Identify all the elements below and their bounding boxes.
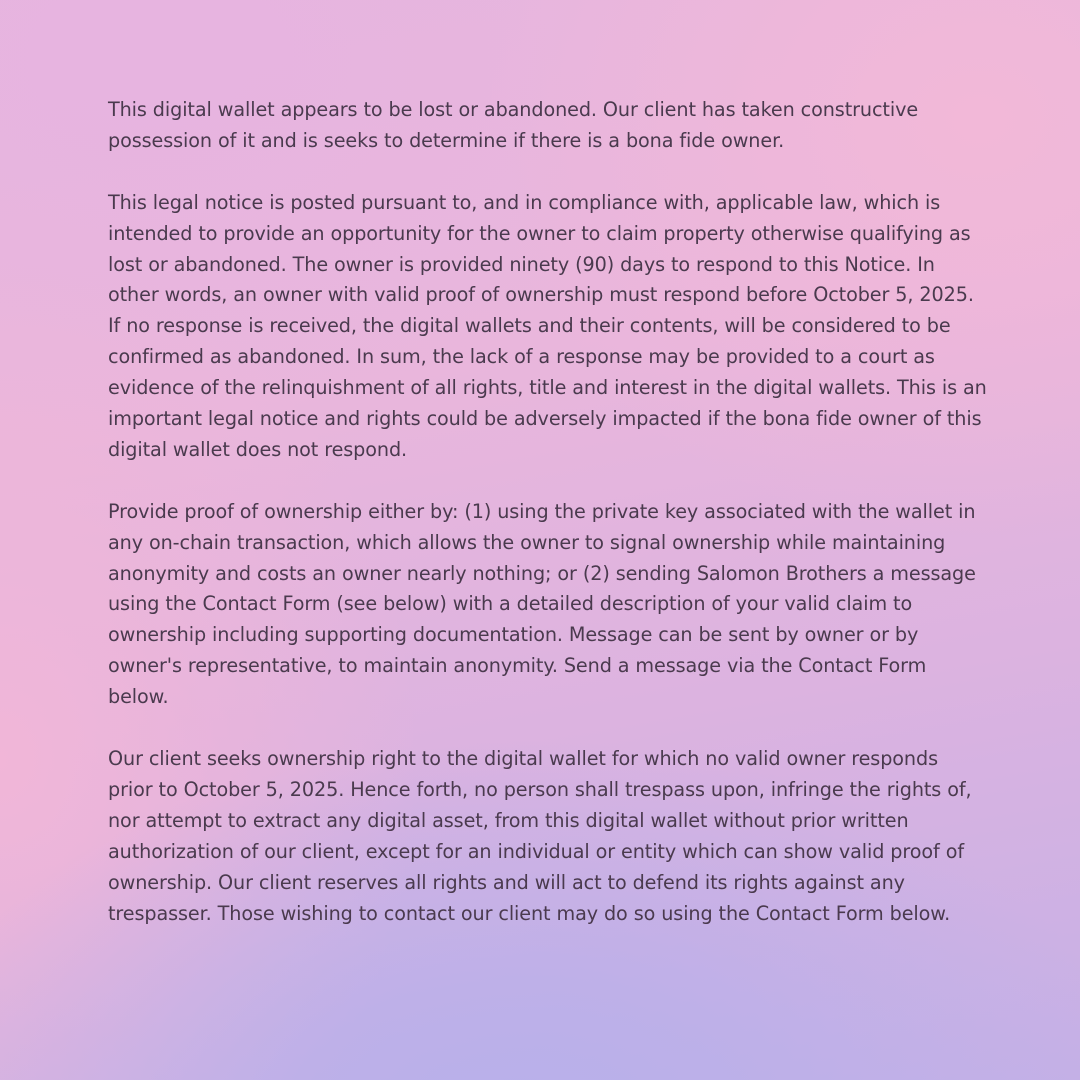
notice-paragraph-legal-notice: This legal notice is posted pursuant to, and in compliance with, applicable law, which is intended to provide an opportunity for the owner to claim property otherwise qualifying as lost or abandoned. The owner is provided ninety (90) days to respond to this Notice. In other words, an owner with valid proof of ownership must respond before October 5, 2025. If no response is received, the digital wallets and their contents, will be considered to be confirmed as abandoned. In sum, the lack of a response may be provided to a court as evidence of the relinquishment of all rights, title and interest in the digital wallets. This is an important legal notice and rights could be adversely impacted if the bona fide owner of this digital wallet does not respond. bbox=[108, 190, 987, 461]
notice-paragraph-proof-of-ownership: Provide proof of ownership either by: (1) using the private key associated with the wallet in any on-chain transaction, which allows the owner to signal ownership while maintaining anonymity and costs an owner nearly nothing; or (2) sending Salomon Brothers a message using the Contact Form (see below) with a detailed description of your valid claim to ownership including supporting documentation. Message can be sent by owner or by owner's representative, to maintain anonymity. Send a message via the Contact Form below. bbox=[108, 499, 976, 709]
notice-paragraph-abandoned-wallet: This digital wallet appears to be lost or abandoned. Our client has taken constructive possession of it and is seeks to determine if there is a bona fide owner. bbox=[108, 98, 919, 152]
legal-notice bbox=[108, 95, 988, 929]
notice-paragraph-ownership-rights: Our client seeks ownership right to the digital wallet for which no valid owner responds prior to October 5, 2025. Hence forth, no person shall trespass upon, infringe the rights of, nor attempt to extract any digital asset, from this digital wallet without prior written authorization of our client, except for an individual or entity which can show valid proof of ownership. Our client reserves all rights and will act to defend its rights against any trespasser. Those wishing to contact our client may do so using the Contact Form below. bbox=[108, 746, 972, 925]
